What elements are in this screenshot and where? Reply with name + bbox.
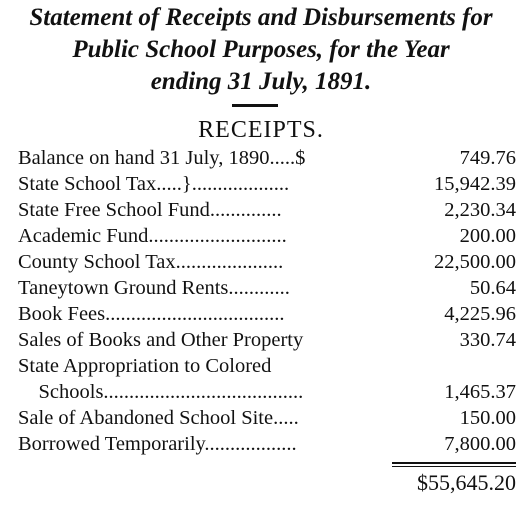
- receipt-amount: 150.00: [459, 407, 516, 429]
- receipt-label: Book Fees...................................: [18, 303, 285, 325]
- receipt-row: [18, 432, 516, 457]
- title-line-3: ending 31 July, 1891.: [150, 68, 372, 95]
- receipt-label: State Free School Fund..............: [18, 199, 282, 221]
- receipt-row: [18, 406, 516, 431]
- receipt-amount: 4,225.96: [444, 303, 516, 325]
- total-rule-bottom: [392, 466, 516, 467]
- title-divider: [232, 104, 278, 107]
- receipt-label: Sales of Books and Other Property: [18, 329, 304, 351]
- title-line-1: Statement of Receipts and Disbursements for: [29, 4, 493, 31]
- receipt-row: [18, 224, 516, 249]
- receipt-amount: 200.00: [459, 225, 516, 247]
- receipt-label: Balance on hand 31 July, 1890.....$: [18, 147, 306, 169]
- receipt-amount: 749.76: [459, 147, 516, 169]
- receipt-row: [18, 250, 516, 275]
- receipt-label: Borrowed Temporarily..................: [18, 433, 297, 455]
- total-amount: $55,645.20: [417, 470, 516, 495]
- receipt-label: Sale of Abandoned School Site.....: [18, 407, 299, 429]
- title-line-2: Public School Purposes, for the Year: [72, 36, 450, 63]
- receipt-row: [18, 302, 516, 327]
- total-rule-top: [392, 462, 516, 464]
- receipt-amount: 50.64: [469, 277, 516, 299]
- receipt-row: [18, 146, 516, 171]
- receipt-row: [18, 354, 516, 379]
- receipt-amount: 7,800.00: [444, 433, 516, 455]
- receipt-row: [18, 328, 516, 353]
- receipt-label: State School Tax.....}...................: [18, 173, 290, 195]
- receipt-row: [18, 276, 516, 301]
- receipt-label: Taneytown Ground Rents............: [18, 277, 290, 299]
- receipt-row: [18, 198, 516, 223]
- receipt-amount: 22,500.00: [434, 251, 516, 273]
- receipt-amount: 1,465.37: [444, 381, 516, 403]
- receipt-label: Schools.......................................: [18, 381, 304, 403]
- receipt-label: Academic Fund...........................: [18, 225, 287, 247]
- receipt-label: County School Tax.....................: [18, 251, 284, 273]
- receipt-row: [18, 172, 516, 197]
- receipt-amount: 330.74: [459, 329, 516, 351]
- receipt-label: State Appropriation to Colored: [18, 355, 272, 377]
- receipt-row: [18, 380, 516, 405]
- receipt-amount: 2,230.34: [444, 199, 516, 221]
- receipt-amount: 15,942.39: [434, 173, 516, 195]
- section-heading: RECEIPTS.: [198, 117, 324, 143]
